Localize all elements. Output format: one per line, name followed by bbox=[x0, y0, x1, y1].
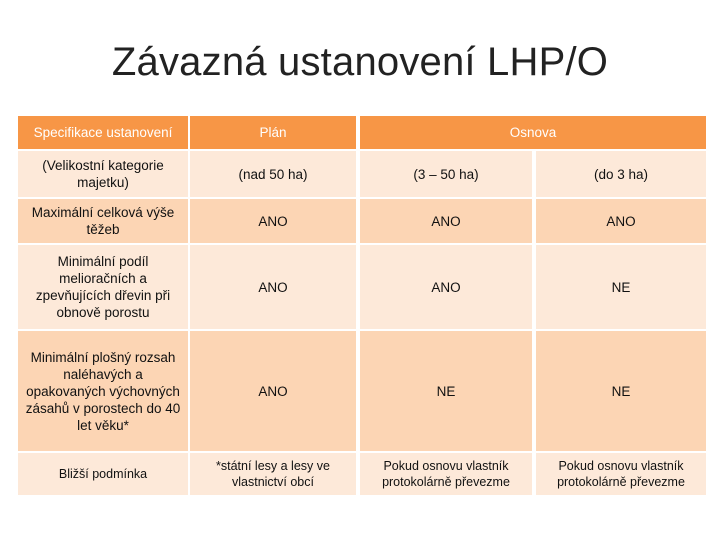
table-row bbox=[18, 453, 706, 495]
cell-osnova-small: ANO bbox=[536, 199, 706, 243]
cell-osnova-mid: NE bbox=[360, 331, 532, 451]
table-row bbox=[18, 199, 706, 243]
cell-osnova-mid: ANO bbox=[360, 199, 532, 243]
cell-osnova-mid: (3 – 50 ha) bbox=[360, 151, 532, 197]
table-row bbox=[18, 151, 706, 197]
cell-osnova-small: (do 3 ha) bbox=[536, 151, 706, 197]
row-label: (Velikostní kategorie majetku) bbox=[18, 151, 188, 197]
table-row bbox=[18, 245, 706, 329]
cell-osnova-small: NE bbox=[536, 331, 706, 451]
header-osnova: Osnova bbox=[360, 116, 706, 149]
cell-osnova-mid: ANO bbox=[360, 245, 532, 329]
cell-plan: ANO bbox=[190, 331, 356, 451]
row-label: Maximální celková výše těžeb bbox=[18, 199, 188, 243]
cell-plan: (nad 50 ha) bbox=[190, 151, 356, 197]
page-title: Závazná ustanovení LHP/O bbox=[111, 40, 609, 84]
table-header-row bbox=[18, 116, 706, 149]
cell-plan: ANO bbox=[190, 199, 356, 243]
cell-osnova-small: NE bbox=[536, 245, 706, 329]
cell-plan: *státní lesy a lesy ve vlastnictví obcí bbox=[190, 453, 356, 495]
cell-plan: ANO bbox=[190, 245, 356, 329]
header-plan: Plán bbox=[190, 116, 356, 149]
row-label: Minimální podíl melioračních a zpevňujících dřevin při obnově porostu bbox=[18, 245, 188, 329]
table-row bbox=[18, 331, 706, 451]
header-spec: Specifikace ustanovení bbox=[18, 116, 188, 149]
row-label: Bližší podmínka bbox=[18, 453, 188, 495]
cell-osnova-mid: Pokud osnovu vlastník protokolárně převezme bbox=[360, 453, 532, 495]
row-label: Minimální plošný rozsah naléhavých a opakovaných výchovných zásahů v porostech do 40 let věku* bbox=[18, 331, 188, 451]
cell-osnova-small: Pokud osnovu vlastník protokolárně převezme bbox=[536, 453, 706, 495]
